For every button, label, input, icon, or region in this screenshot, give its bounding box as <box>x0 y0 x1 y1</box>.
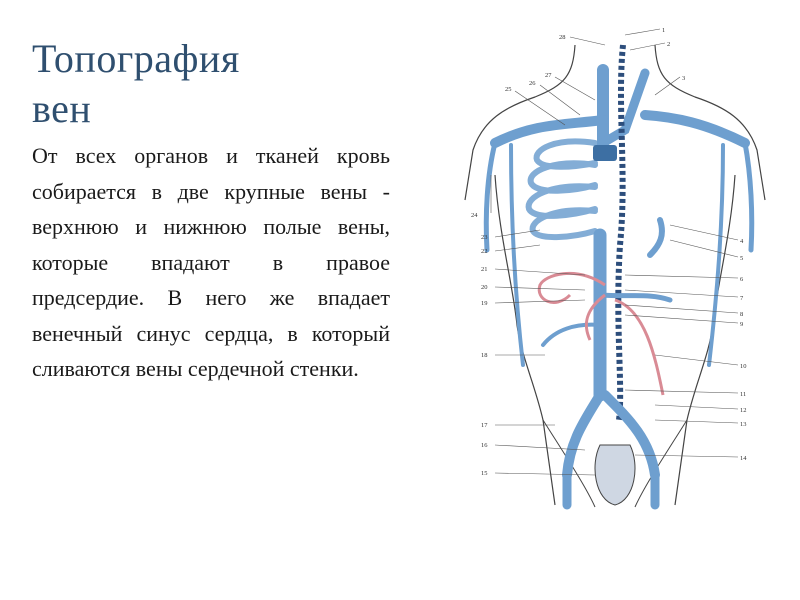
label-8: 8 <box>740 311 744 318</box>
right-labels <box>662 27 747 462</box>
label-17: 17 <box>481 422 488 429</box>
label-10: 10 <box>740 363 747 370</box>
azygos-chain <box>618 45 623 420</box>
vein-topography-figure <box>455 25 775 515</box>
title-line-2: вен <box>32 86 92 131</box>
label-1: 1 <box>662 27 666 34</box>
label-16: 16 <box>481 442 488 449</box>
label-27: 27 <box>545 72 552 79</box>
label-2: 2 <box>667 41 671 48</box>
label-26: 26 <box>529 80 536 87</box>
label-12: 12 <box>740 407 747 414</box>
ribs <box>529 141 595 237</box>
heart-region <box>593 145 617 161</box>
label-28: 28 <box>559 34 566 41</box>
body-outline <box>465 45 765 505</box>
label-24: 24 <box>471 212 478 219</box>
label-23: 23 <box>481 234 488 241</box>
label-19: 19 <box>481 300 488 307</box>
label-13: 13 <box>740 421 747 428</box>
label-15: 15 <box>481 470 488 477</box>
label-3: 3 <box>682 75 686 82</box>
label-5: 5 <box>740 255 744 262</box>
label-22: 22 <box>481 248 488 255</box>
label-21: 21 <box>481 266 488 273</box>
slide-title <box>32 34 312 134</box>
title-line-1: Топография <box>32 36 240 81</box>
label-14: 14 <box>740 455 747 462</box>
pelvic-plexus <box>595 445 635 505</box>
label-18: 18 <box>481 352 488 359</box>
label-4: 4 <box>740 238 744 245</box>
label-6: 6 <box>740 276 744 283</box>
label-9: 9 <box>740 321 744 328</box>
vein-diagram-svg <box>455 25 775 515</box>
left-labels <box>471 34 566 477</box>
slide-body-text: От всех органов и тканей кровь собирается в две крупные вены - верхнюю и нижнюю полые вены, которые впадают в правое предсердие. В него же впадает венечный синус сердца, в который сливаются вены сердечной стенки. <box>32 143 390 381</box>
label-20: 20 <box>481 284 488 291</box>
label-7: 7 <box>740 295 744 302</box>
label-11: 11 <box>740 391 747 398</box>
label-25: 25 <box>505 86 512 93</box>
